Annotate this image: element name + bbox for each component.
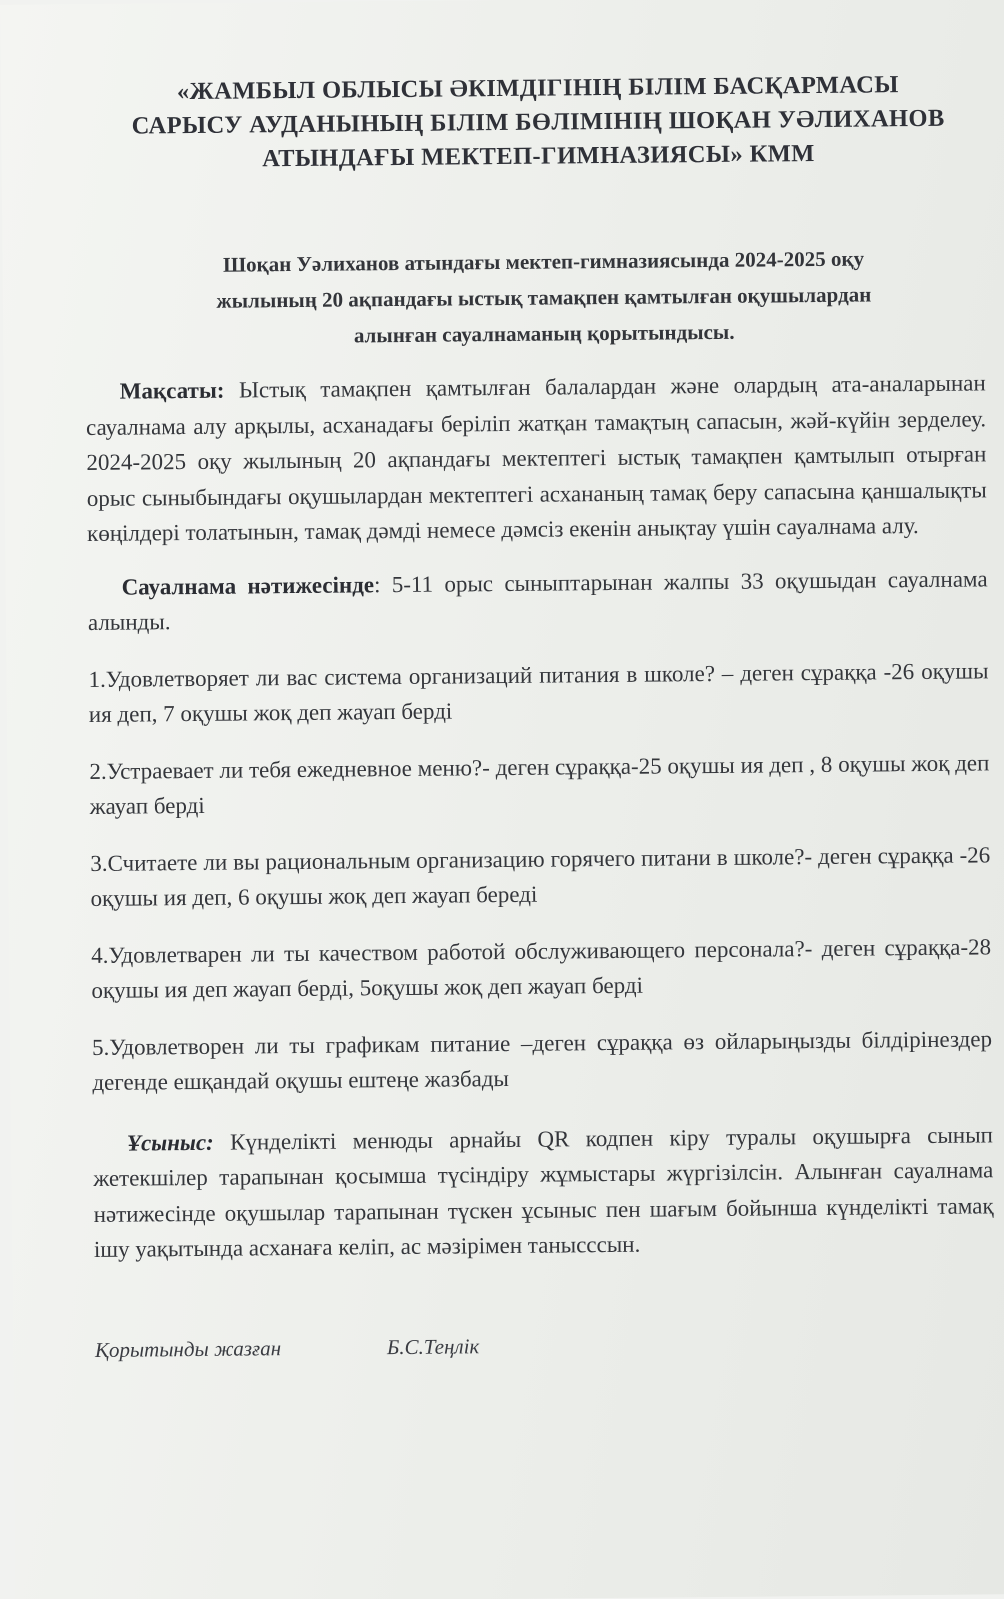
aim-text: Ыстық тамақпен қамтылған балалардан және олардың ата-аналарынан сауалнама алу арқылы, асханадағы беріліп жатқан тамақтың сапасын, жәй-күйін зерделеу. 2024-2025 оқу жылының 20 ақпандағы мектептегі ыстық тамақпен қамтылып отырған орыс сыныбындағы оқушылардан мектептегі асхананың тамақ беру сапасына қаншалықты көңілдері толатынын, тамақ дәмді немесе дәмсіз екенін анықтау үшін сауалнама алу. <box>85 370 987 547</box>
question-2: 2.Устраевает ли тебя ежедневное меню?- деген сұраққа-25 оқушы ия деп , 8 оқушы жоқ деп жауап берді <box>89 749 990 819</box>
question-1: 1.Удовлетворяет ли вас система организаций питания в школе? – деген сұраққа -26 оқушы ия деп, 7 оқушы жоқ деп жауап берді <box>88 657 989 727</box>
title-line-1: Шоқан Уәлиханов атындағы мектеп-гимназиясында 2024-2025 оқу <box>222 246 865 277</box>
results-paragraph <box>87 561 988 641</box>
results-label: Сауалнама нәтижесінде <box>121 571 375 600</box>
suggestion-label: Ұсыныс: <box>126 1129 214 1156</box>
signature-label: Қорытынды жазған <box>94 1335 282 1362</box>
signature-line <box>95 1329 995 1363</box>
aim-label: Мақсаты: <box>119 377 225 404</box>
title-line-2: жылының 20 ақпандағы ыстық тамақпен қамтылған оқушылардан <box>216 282 872 313</box>
header-line-2: САРЫСУ АУДАНЫНЫҢ БІЛІМ БӨЛІМІНІҢ ШОҚАН УӘЛИХАНОВ <box>131 104 945 140</box>
suggestion-text: Күнделікті менюды арнайы QR кодпен кіру туралы оқушырға сынып жетекшілер тарапынан қосымша түсіндіру жұмыстары жүргізілсін. Алынған сауалнама нәтижесінде оқушылар тарапынан түскен ұсыныс пен шағым бойынша күнделікті тамақ ішу уақытында асханаға келіп, ас мәзірімен танысссын. <box>93 1121 994 1262</box>
header-line-3: АТЫНДАҒЫ МЕКТЕП-ГИМНАЗИЯСЫ» КММ <box>262 140 815 173</box>
header-line-1: «ЖАМБЫЛ ОБЛЫСЫ ӘКІМДІГІНІҢ БІЛІМ БАСҚАРМАСЫ <box>176 71 899 106</box>
organization-header <box>83 67 984 178</box>
suggestion-paragraph <box>93 1117 994 1268</box>
aim-paragraph <box>86 365 988 551</box>
results-text: : 5-11 орыс сыныптарынан жалпы 33 оқушыдан сауалнама алынды. <box>87 565 988 636</box>
question-4: 4.Удовлетварен ли ты качеством работой обслуживающего персонала?- деген сұраққа-28 оқушы ия деп жауап берді, 5оқушы жоқ деп жауап берді <box>91 933 992 1003</box>
signature-name: Б.С.Теңлік <box>386 1333 480 1359</box>
document-title <box>84 239 985 356</box>
title-line-3: алынған сауалнаманың қорытындысы. <box>353 319 735 348</box>
question-3: 3.Считаете ли вы рациональным организацию горячего питани в школе?- деген сұраққа -26 оқушы ия деп, 6 оқушы жоқ деп жауап береді <box>90 841 991 911</box>
question-5: 5.Удовлетворен ли ты графикам питание –деген сұраққа өз ойларыңызды білдірінездер дегенде ешқандай оқушы ештеңе жазбады <box>91 1025 993 1095</box>
